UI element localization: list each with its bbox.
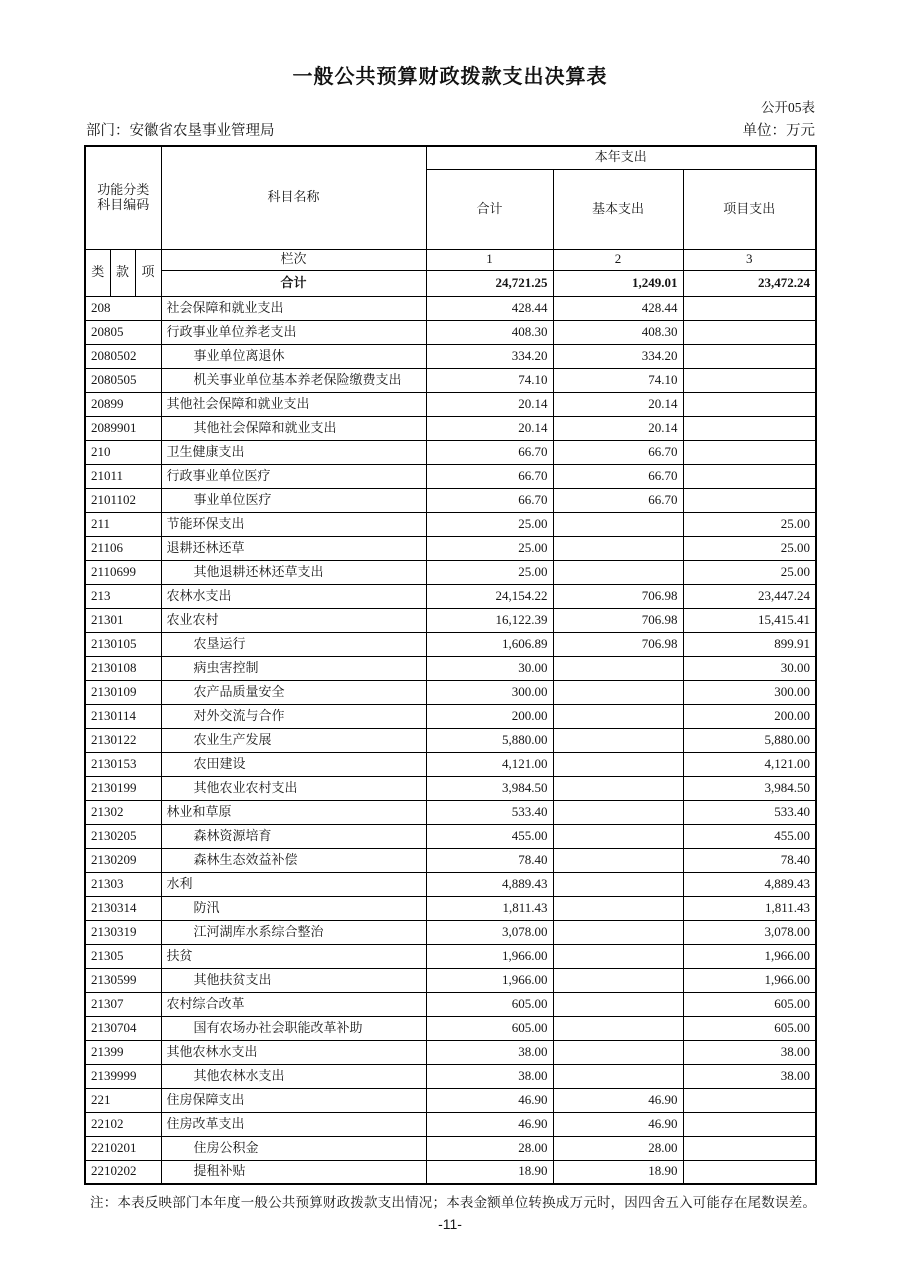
row-project-value xyxy=(683,440,816,464)
row-project-value: 15,415.41 xyxy=(683,608,816,632)
row-project-value: 4,889.43 xyxy=(683,872,816,896)
table-row xyxy=(85,920,816,944)
row-subject-name: 其他社会保障和就业支出 xyxy=(161,392,426,416)
row-basic-value: 706.98 xyxy=(553,608,683,632)
row-total-value: 428.44 xyxy=(426,296,553,320)
row-code: 213 xyxy=(85,584,161,608)
row-total-value: 18.90 xyxy=(426,1160,553,1184)
row-code: 2130199 xyxy=(85,776,161,800)
table-row xyxy=(85,704,816,728)
row-basic-value: 46.90 xyxy=(553,1088,683,1112)
table-row xyxy=(85,488,816,512)
row-code: 22102 xyxy=(85,1112,161,1136)
row-project-value xyxy=(683,1112,816,1136)
row-project-value: 1,966.00 xyxy=(683,968,816,992)
code-header-line2: 科目编码 xyxy=(97,196,150,212)
page-title: 一般公共预算财政拨款支出决算表 xyxy=(292,66,608,88)
table-row xyxy=(85,776,816,800)
grand-total-project: 23,472.24 xyxy=(683,270,816,296)
row-project-value: 38.00 xyxy=(683,1064,816,1088)
row-total-value: 38.00 xyxy=(426,1064,553,1088)
row-total-value: 16,122.39 xyxy=(426,608,553,632)
row-project-value: 3,078.00 xyxy=(683,920,816,944)
table-row xyxy=(85,1064,816,1088)
row-code: 2130122 xyxy=(85,728,161,752)
row-total-value: 25.00 xyxy=(426,536,553,560)
table-row xyxy=(85,1040,816,1064)
row-total-value: 66.70 xyxy=(426,464,553,488)
row-subject-name: 其他农林水支出 xyxy=(161,1040,426,1064)
table-row xyxy=(85,1088,816,1112)
row-basic-value xyxy=(553,752,683,776)
table-row xyxy=(85,848,816,872)
row-basic-value: 20.14 xyxy=(553,416,683,440)
row-project-value: 23,447.24 xyxy=(683,584,816,608)
row-basic-value: 66.70 xyxy=(553,464,683,488)
grand-total-row xyxy=(85,270,816,296)
row-code: 21399 xyxy=(85,1040,161,1064)
row-total-value: 1,606.89 xyxy=(426,632,553,656)
table-row xyxy=(85,344,816,368)
row-code: 2130109 xyxy=(85,680,161,704)
row-code: 2130108 xyxy=(85,656,161,680)
row-subject-name: 事业单位离退休 xyxy=(161,344,426,368)
row-basic-value xyxy=(553,512,683,536)
row-basic-value: 706.98 xyxy=(553,584,683,608)
total-column-header: 合计 xyxy=(426,169,553,249)
row-basic-value: 66.70 xyxy=(553,440,683,464)
row-project-value: 455.00 xyxy=(683,824,816,848)
code-header-line1: 功能分类 xyxy=(97,181,150,197)
row-total-value: 38.00 xyxy=(426,1040,553,1064)
row-basic-value xyxy=(553,944,683,968)
row-basic-value xyxy=(553,560,683,584)
row-basic-value: 20.14 xyxy=(553,392,683,416)
row-total-value: 1,811.43 xyxy=(426,896,553,920)
row-total-value: 20.14 xyxy=(426,392,553,416)
row-code: 2139999 xyxy=(85,1064,161,1088)
expenditure-table xyxy=(84,145,817,1185)
header-row-1 xyxy=(85,146,816,169)
row-basic-value xyxy=(553,968,683,992)
row-subject-name: 机关事业单位基本养老保险缴费支出 xyxy=(161,368,426,392)
row-project-value: 1,966.00 xyxy=(683,944,816,968)
rank-row xyxy=(85,249,816,270)
rank-number-2: 2 xyxy=(553,249,683,270)
row-total-value: 3,984.50 xyxy=(426,776,553,800)
row-total-value: 1,966.00 xyxy=(426,968,553,992)
row-subject-name: 住房保障支出 xyxy=(161,1088,426,1112)
table-row xyxy=(85,800,816,824)
table-body xyxy=(85,296,816,1184)
row-total-value: 20.14 xyxy=(426,416,553,440)
row-total-value: 533.40 xyxy=(426,800,553,824)
table-row xyxy=(85,872,816,896)
rank-label: 栏次 xyxy=(161,249,426,270)
table-row xyxy=(85,416,816,440)
row-project-value xyxy=(683,488,816,512)
row-subject-name: 国有农场办社会职能改革补助 xyxy=(161,1016,426,1040)
row-total-value: 3,078.00 xyxy=(426,920,553,944)
row-code: 2130114 xyxy=(85,704,161,728)
department-label: 部门：安徽省农垦事业管理局 xyxy=(86,123,275,139)
table-row xyxy=(85,896,816,920)
row-subject-name: 行政事业单位医疗 xyxy=(161,464,426,488)
row-total-value: 28.00 xyxy=(426,1136,553,1160)
row-code: 221 xyxy=(85,1088,161,1112)
row-project-value xyxy=(683,320,816,344)
row-project-value: 1,811.43 xyxy=(683,896,816,920)
table-row xyxy=(85,464,816,488)
table-row xyxy=(85,680,816,704)
row-project-value: 5,880.00 xyxy=(683,728,816,752)
row-basic-value xyxy=(553,704,683,728)
subcol-section-header: 款 xyxy=(110,249,135,296)
row-code: 2130153 xyxy=(85,752,161,776)
row-subject-name: 其他社会保障和就业支出 xyxy=(161,416,426,440)
table-row xyxy=(85,440,816,464)
row-basic-value xyxy=(553,728,683,752)
row-total-value: 605.00 xyxy=(426,992,553,1016)
row-project-value xyxy=(683,344,816,368)
row-code: 2130105 xyxy=(85,632,161,656)
row-code: 2080505 xyxy=(85,368,161,392)
table-row xyxy=(85,1160,816,1184)
row-code: 2089901 xyxy=(85,416,161,440)
row-code: 21307 xyxy=(85,992,161,1016)
row-subject-name: 农村综合改革 xyxy=(161,992,426,1016)
row-project-value xyxy=(683,296,816,320)
table-row xyxy=(85,944,816,968)
table-row xyxy=(85,1136,816,1160)
row-project-value: 25.00 xyxy=(683,512,816,536)
row-code: 2101102 xyxy=(85,488,161,512)
row-basic-value xyxy=(553,1064,683,1088)
row-code: 2130314 xyxy=(85,896,161,920)
row-project-value xyxy=(683,1088,816,1112)
row-project-value: 533.40 xyxy=(683,800,816,824)
row-total-value: 300.00 xyxy=(426,680,553,704)
table-code: 公开05表 xyxy=(761,100,815,115)
table-row xyxy=(85,992,816,1016)
row-basic-value xyxy=(553,776,683,800)
row-subject-name: 其他农林水支出 xyxy=(161,1064,426,1088)
row-project-value xyxy=(683,1160,816,1184)
row-total-value: 455.00 xyxy=(426,824,553,848)
unit-label: 单位：万元 xyxy=(742,123,815,139)
row-code: 2130319 xyxy=(85,920,161,944)
row-code: 210 xyxy=(85,440,161,464)
table-row xyxy=(85,824,816,848)
row-code: 2110699 xyxy=(85,560,161,584)
row-total-value: 408.30 xyxy=(426,320,553,344)
subcol-item-header: 项 xyxy=(135,249,161,296)
row-subject-name: 社会保障和就业支出 xyxy=(161,296,426,320)
row-project-value: 3,984.50 xyxy=(683,776,816,800)
row-project-value: 25.00 xyxy=(683,536,816,560)
row-code: 2130209 xyxy=(85,848,161,872)
year-expenditure-header: 本年支出 xyxy=(426,146,816,169)
row-total-value: 46.90 xyxy=(426,1112,553,1136)
row-code: 21305 xyxy=(85,944,161,968)
row-code: 2130205 xyxy=(85,824,161,848)
table-row xyxy=(85,536,816,560)
row-subject-name: 对外交流与合作 xyxy=(161,704,426,728)
subcol-class-header: 类 xyxy=(85,249,110,296)
row-subject-name: 农田建设 xyxy=(161,752,426,776)
table-row xyxy=(85,368,816,392)
row-basic-value xyxy=(553,656,683,680)
row-subject-name: 其他农业农村支出 xyxy=(161,776,426,800)
row-basic-value: 66.70 xyxy=(553,488,683,512)
row-code: 2210202 xyxy=(85,1160,161,1184)
row-total-value: 74.10 xyxy=(426,368,553,392)
row-project-value: 30.00 xyxy=(683,656,816,680)
row-code: 2210201 xyxy=(85,1136,161,1160)
row-project-value xyxy=(683,368,816,392)
grand-total-basic: 1,249.01 xyxy=(553,270,683,296)
row-subject-name: 森林资源培育 xyxy=(161,824,426,848)
row-basic-value: 428.44 xyxy=(553,296,683,320)
table-row xyxy=(85,608,816,632)
row-total-value: 78.40 xyxy=(426,848,553,872)
row-code: 2130704 xyxy=(85,1016,161,1040)
row-project-value: 38.00 xyxy=(683,1040,816,1064)
row-code: 211 xyxy=(85,512,161,536)
row-subject-name: 节能环保支出 xyxy=(161,512,426,536)
row-total-value: 30.00 xyxy=(426,656,553,680)
row-project-value: 25.00 xyxy=(683,560,816,584)
row-basic-value: 408.30 xyxy=(553,320,683,344)
row-basic-value xyxy=(553,1040,683,1064)
page-number: -11- xyxy=(438,1216,462,1232)
table-row xyxy=(85,728,816,752)
row-total-value: 66.70 xyxy=(426,488,553,512)
row-total-value: 46.90 xyxy=(426,1088,553,1112)
row-basic-value: 74.10 xyxy=(553,368,683,392)
row-total-value: 200.00 xyxy=(426,704,553,728)
row-basic-value: 18.90 xyxy=(553,1160,683,1184)
row-subject-name: 农业生产发展 xyxy=(161,728,426,752)
row-code: 21011 xyxy=(85,464,161,488)
row-project-value: 300.00 xyxy=(683,680,816,704)
row-subject-name: 扶贫 xyxy=(161,944,426,968)
row-project-value xyxy=(683,1136,816,1160)
row-code: 208 xyxy=(85,296,161,320)
row-project-value: 4,121.00 xyxy=(683,752,816,776)
row-total-value: 66.70 xyxy=(426,440,553,464)
row-subject-name: 水利 xyxy=(161,872,426,896)
basic-column-header: 基本支出 xyxy=(553,169,683,249)
row-subject-name: 农业农村 xyxy=(161,608,426,632)
project-column-header: 项目支出 xyxy=(683,169,816,249)
row-total-value: 1,966.00 xyxy=(426,944,553,968)
rank-number-3: 3 xyxy=(683,249,816,270)
row-subject-name: 住房公积金 xyxy=(161,1136,426,1160)
row-total-value: 5,880.00 xyxy=(426,728,553,752)
row-subject-name: 农林水支出 xyxy=(161,584,426,608)
footnote: 注：本表反映部门本年度一般公共预算财政拨款支出情况；本表金额单位转换成万元时，因四舍五入可能存在尾数误差。 xyxy=(90,1195,817,1210)
row-basic-value xyxy=(553,896,683,920)
row-total-value: 4,121.00 xyxy=(426,752,553,776)
row-project-value xyxy=(683,416,816,440)
row-total-value: 25.00 xyxy=(426,560,553,584)
row-subject-name: 林业和草原 xyxy=(161,800,426,824)
table-row xyxy=(85,752,816,776)
row-basic-value xyxy=(553,800,683,824)
row-total-value: 605.00 xyxy=(426,1016,553,1040)
row-basic-value: 706.98 xyxy=(553,632,683,656)
row-subject-name: 其他退耕还林还草支出 xyxy=(161,560,426,584)
row-code: 2130599 xyxy=(85,968,161,992)
row-subject-name: 森林生态效益补偿 xyxy=(161,848,426,872)
row-basic-value xyxy=(553,848,683,872)
row-subject-name: 农垦运行 xyxy=(161,632,426,656)
row-basic-value xyxy=(553,872,683,896)
row-subject-name: 其他扶贫支出 xyxy=(161,968,426,992)
table-row xyxy=(85,584,816,608)
row-subject-name: 退耕还林还草 xyxy=(161,536,426,560)
row-basic-value: 334.20 xyxy=(553,344,683,368)
row-basic-value xyxy=(553,680,683,704)
row-subject-name: 提租补贴 xyxy=(161,1160,426,1184)
row-basic-value xyxy=(553,824,683,848)
row-code: 20899 xyxy=(85,392,161,416)
row-code: 21301 xyxy=(85,608,161,632)
row-subject-name: 事业单位医疗 xyxy=(161,488,426,512)
row-total-value: 25.00 xyxy=(426,512,553,536)
table-row xyxy=(85,392,816,416)
row-basic-value xyxy=(553,920,683,944)
row-code: 21302 xyxy=(85,800,161,824)
subject-column-header: 科目名称 xyxy=(161,146,426,249)
table-row xyxy=(85,968,816,992)
row-total-value: 334.20 xyxy=(426,344,553,368)
row-basic-value xyxy=(553,1016,683,1040)
row-project-value: 605.00 xyxy=(683,992,816,1016)
row-project-value: 78.40 xyxy=(683,848,816,872)
table-row xyxy=(85,512,816,536)
row-project-value xyxy=(683,464,816,488)
grand-total-label: 合计 xyxy=(161,270,426,296)
row-subject-name: 防汛 xyxy=(161,896,426,920)
row-code: 2080502 xyxy=(85,344,161,368)
row-project-value: 200.00 xyxy=(683,704,816,728)
row-basic-value: 28.00 xyxy=(553,1136,683,1160)
row-code: 21106 xyxy=(85,536,161,560)
row-project-value: 605.00 xyxy=(683,1016,816,1040)
row-total-value: 4,889.43 xyxy=(426,872,553,896)
rank-number-1: 1 xyxy=(426,249,553,270)
row-basic-value: 46.90 xyxy=(553,1112,683,1136)
table-row xyxy=(85,320,816,344)
table-row xyxy=(85,1016,816,1040)
table-row xyxy=(85,632,816,656)
row-basic-value xyxy=(553,536,683,560)
row-subject-name: 行政事业单位养老支出 xyxy=(161,320,426,344)
row-subject-name: 病虫害控制 xyxy=(161,656,426,680)
code-column-header xyxy=(85,146,161,249)
table-row xyxy=(85,656,816,680)
table-row xyxy=(85,1112,816,1136)
row-total-value: 24,154.22 xyxy=(426,584,553,608)
row-basic-value xyxy=(553,992,683,1016)
row-subject-name: 江河湖库水系综合整治 xyxy=(161,920,426,944)
row-code: 21303 xyxy=(85,872,161,896)
row-project-value xyxy=(683,392,816,416)
row-subject-name: 卫生健康支出 xyxy=(161,440,426,464)
row-subject-name: 住房改革支出 xyxy=(161,1112,426,1136)
grand-total-total: 24,721.25 xyxy=(426,270,553,296)
row-subject-name: 农产品质量安全 xyxy=(161,680,426,704)
row-project-value: 899.91 xyxy=(683,632,816,656)
meta-line xyxy=(0,116,900,145)
table-row xyxy=(85,560,816,584)
row-code: 20805 xyxy=(85,320,161,344)
table-row xyxy=(85,296,816,320)
